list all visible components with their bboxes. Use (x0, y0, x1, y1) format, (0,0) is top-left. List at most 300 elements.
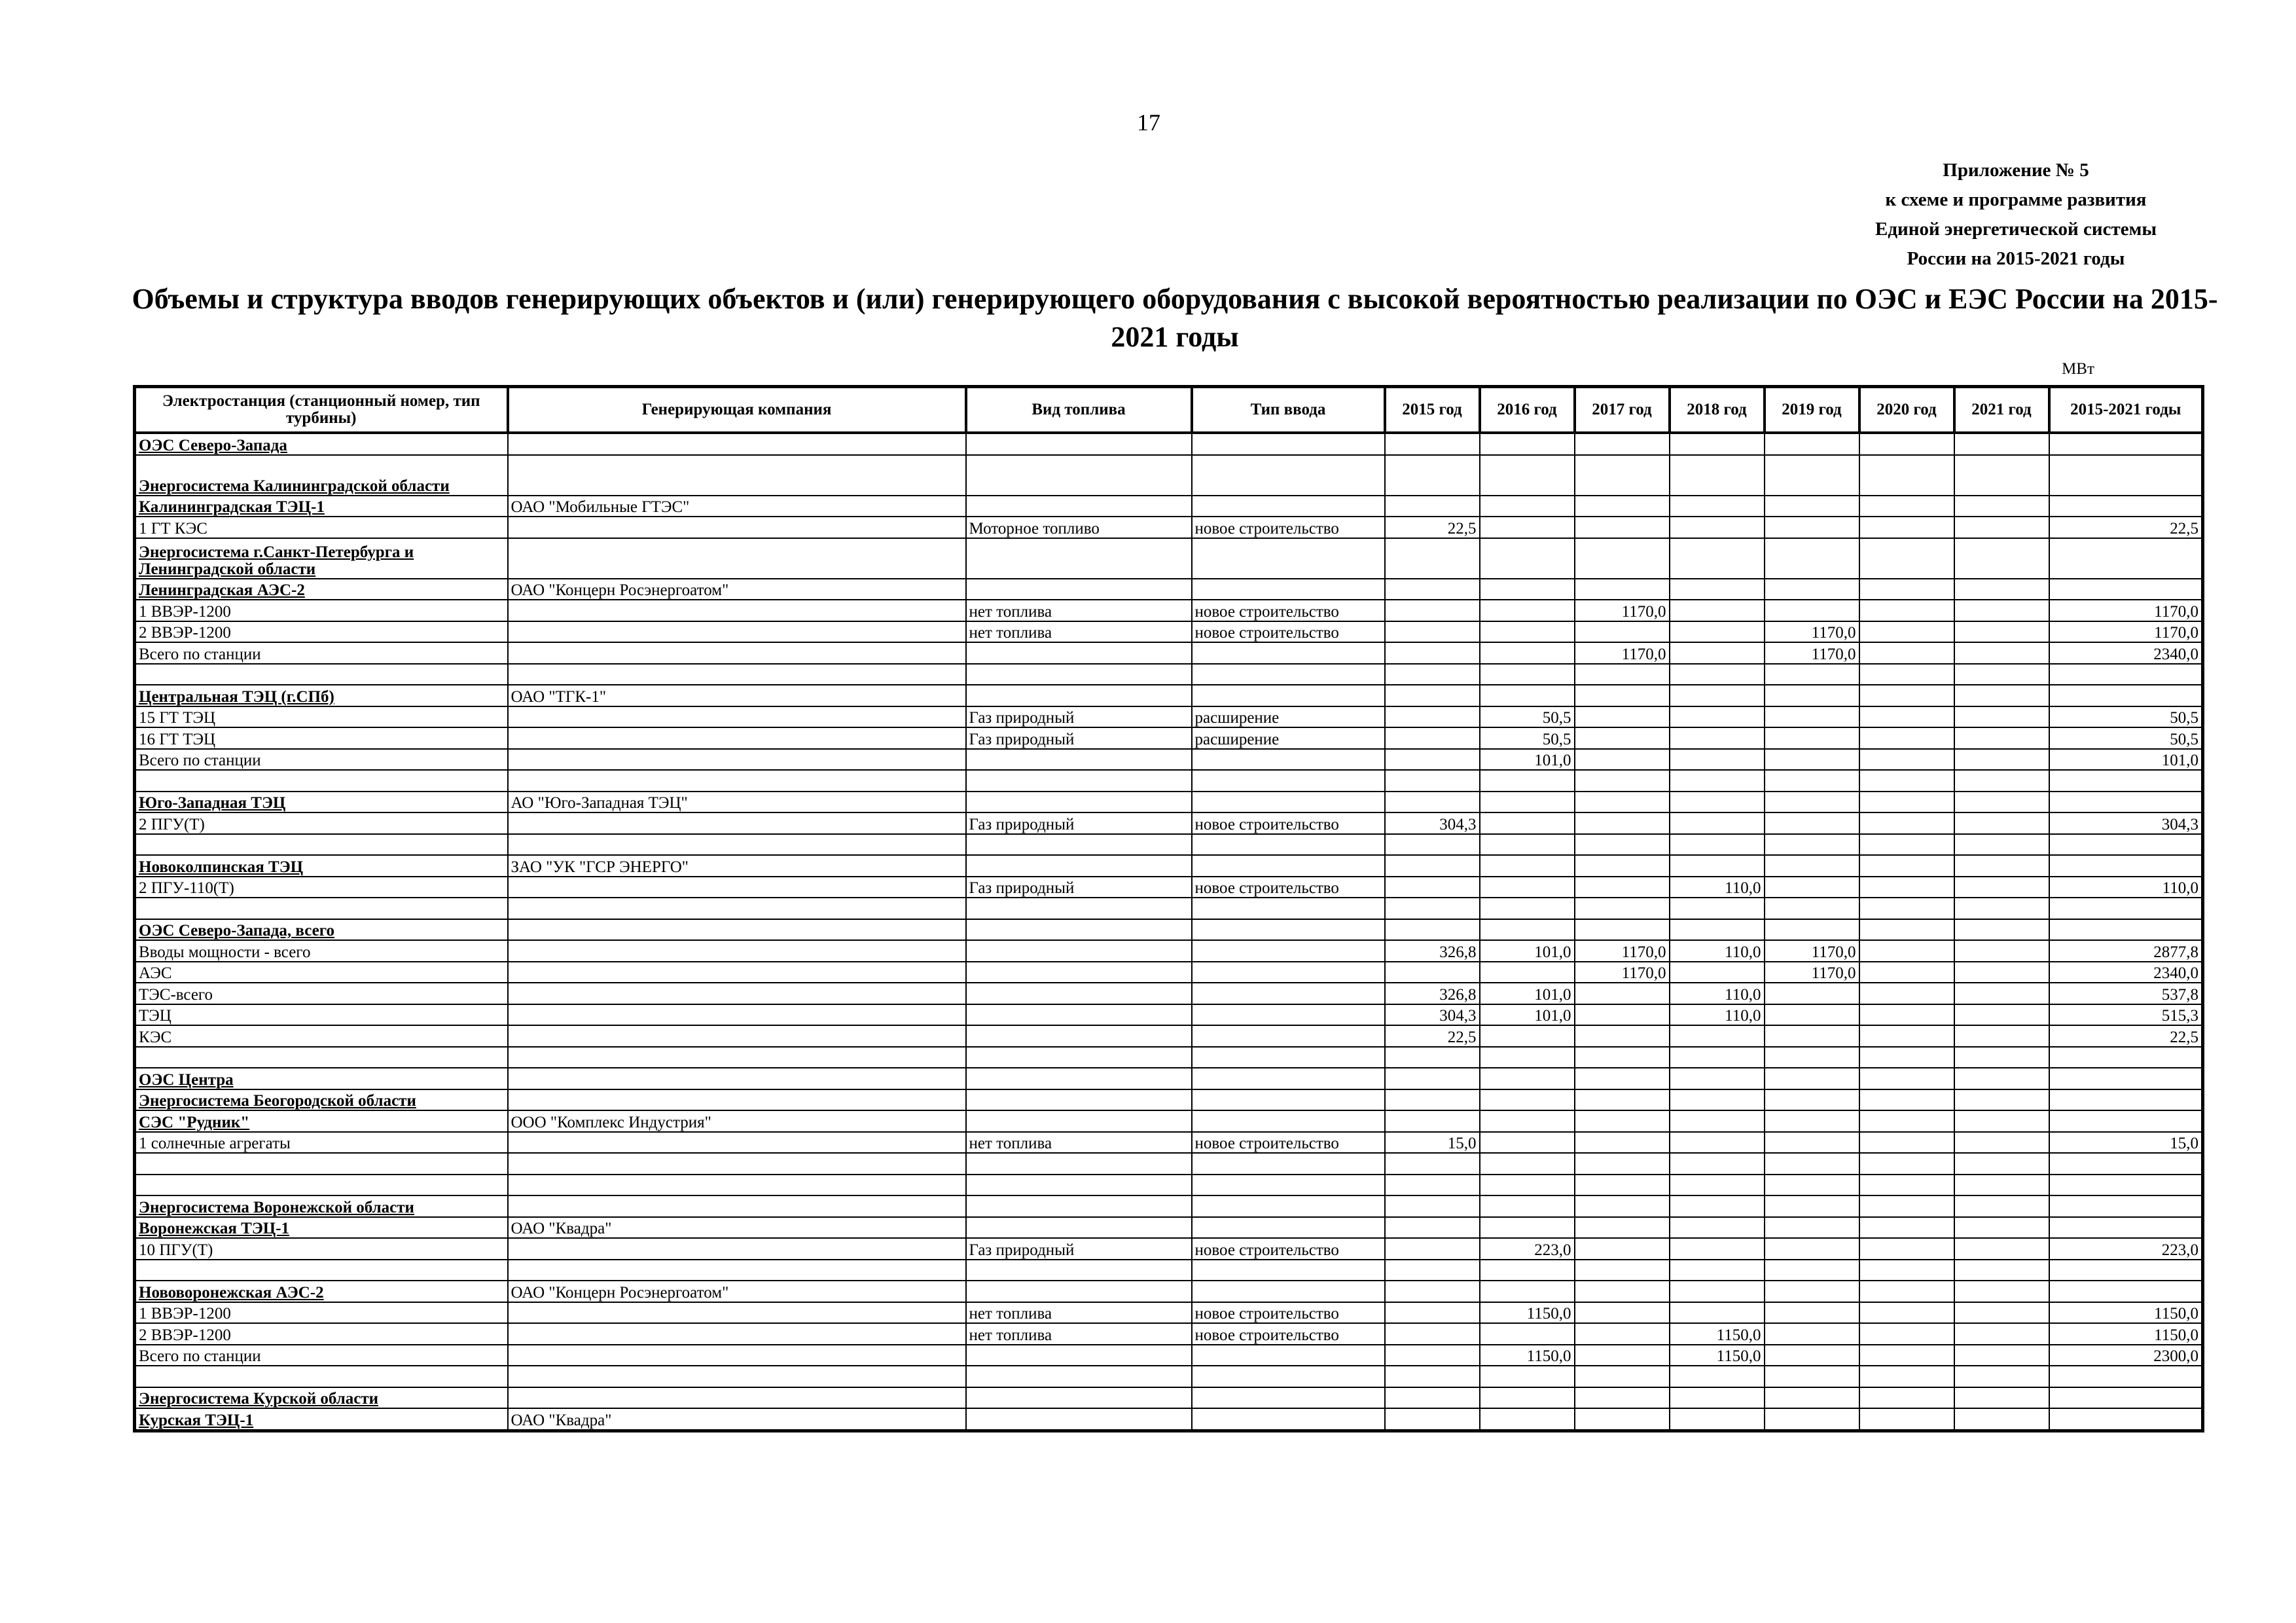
column-header-2020: 2020 год (1859, 387, 1954, 433)
table-cell (508, 433, 966, 455)
table-cell (1575, 855, 1670, 877)
table-cell (1859, 496, 1954, 517)
table-cell: Энергосистема Курской области (135, 1387, 508, 1409)
table-cell: 304,3 (2049, 812, 2203, 834)
table-cell (1859, 1153, 1954, 1175)
table-cell (508, 1323, 966, 1345)
table-cell (1385, 834, 1480, 856)
table-cell (1765, 1238, 1859, 1260)
table-cell (1480, 1260, 1575, 1281)
table-cell: нет топлива (966, 621, 1192, 643)
table-cell (1480, 433, 1575, 455)
table-cell: 50,5 (2049, 706, 2203, 728)
table-row (135, 1047, 2203, 1068)
table-cell: Юго-Западная ТЭЦ (135, 792, 508, 813)
table-cell (1670, 1387, 1765, 1409)
table-cell (1385, 1260, 1480, 1281)
table-cell (1480, 517, 1575, 538)
table-cell (1192, 664, 1385, 685)
table-cell: ОАО "Концерн Росэнергоатом" (508, 579, 966, 600)
table-cell (1385, 433, 1480, 455)
table-cell (1480, 1408, 1575, 1431)
table-row (135, 1366, 2203, 1387)
table-cell (1954, 1366, 2049, 1387)
table-cell (1575, 1217, 1670, 1239)
table-cell (508, 770, 966, 792)
table-cell (1670, 1047, 1765, 1068)
table-cell (1192, 538, 1385, 579)
table-cell (1670, 579, 1765, 600)
table-cell (1385, 877, 1480, 898)
table-cell (1480, 919, 1575, 941)
table-cell (2049, 1153, 2203, 1175)
table-cell (1859, 1238, 1954, 1260)
table-cell (1385, 1195, 1480, 1217)
table-row (135, 517, 2203, 538)
table-cell (1480, 1110, 1575, 1132)
table-cell: Газ природный (966, 706, 1192, 728)
table-cell (1192, 919, 1385, 941)
table-cell (508, 1238, 966, 1260)
table-cell (1859, 1175, 1954, 1196)
table-cell: новое строительство (1192, 621, 1385, 643)
table-cell (508, 1132, 966, 1154)
table-cell (1480, 1068, 1575, 1089)
table-cell (1192, 1345, 1385, 1366)
table-cell (966, 455, 1192, 496)
table-cell (1575, 1110, 1670, 1132)
table-cell (1765, 1132, 1859, 1154)
page-number: 17 (1137, 109, 1160, 136)
document-title: Объемы и структура вводов генерирующих объектов и (или) генерирующего оборудования с высокой вероятностью реализации по ОЭС и ЕЭС России на 2015-2021 годы (132, 283, 2218, 353)
table-cell (1670, 1366, 1765, 1387)
table-cell (508, 898, 966, 919)
table-row (135, 685, 2203, 706)
table-row (135, 1323, 2203, 1345)
table-cell (1954, 664, 2049, 685)
table-cell (1954, 749, 2049, 771)
table-cell (1859, 1366, 1954, 1387)
table-cell (1575, 812, 1670, 834)
table-row (135, 600, 2203, 621)
table-cell (1670, 1408, 1765, 1431)
table-cell (135, 770, 508, 792)
table-cell (1954, 812, 2049, 834)
table-cell: 101,0 (1480, 749, 1575, 771)
table-cell: 2 ВВЭР-1200 (135, 621, 508, 643)
table-cell (1859, 1089, 1954, 1111)
table-cell: Энергосистема Беогородской области (135, 1089, 508, 1111)
table-cell (2049, 496, 2203, 517)
table-cell (966, 1345, 1192, 1366)
table-cell (1385, 579, 1480, 600)
table-cell (1385, 1217, 1480, 1239)
table-cell (1385, 1323, 1480, 1345)
table-cell (1670, 496, 1765, 517)
table-cell (966, 1047, 1192, 1068)
table-cell: Всего по станции (135, 1345, 508, 1366)
table-cell (1954, 834, 2049, 856)
appendix-line: Приложение № 5 (1943, 160, 2089, 181)
table-row (135, 983, 2203, 1004)
table-cell (1954, 579, 2049, 600)
table-cell (966, 579, 1192, 600)
table-cell (1859, 538, 1954, 579)
table-cell (1765, 579, 1859, 600)
table-cell (1480, 877, 1575, 898)
table-cell (2049, 538, 2203, 579)
table-cell (1954, 1132, 2049, 1154)
table-cell (508, 1366, 966, 1387)
table-cell (508, 706, 966, 728)
table-row (135, 1260, 2203, 1281)
table-row (135, 940, 2203, 962)
table-cell: новое строительство (1192, 812, 1385, 834)
table-cell (1670, 727, 1765, 749)
table-cell (135, 898, 508, 919)
table-cell (1670, 642, 1765, 664)
table-cell: 2300,0 (2049, 1345, 2203, 1366)
table-cell (1670, 1089, 1765, 1111)
table-cell (1765, 1281, 1859, 1302)
table-cell (1480, 455, 1575, 496)
table-cell (1670, 664, 1765, 685)
table-cell (1859, 792, 1954, 813)
table-cell (1575, 1323, 1670, 1345)
table-cell (966, 855, 1192, 877)
table-cell: Газ природный (966, 1238, 1192, 1260)
table-cell (1480, 685, 1575, 706)
table-row (135, 579, 2203, 600)
table-cell: Газ природный (966, 727, 1192, 749)
table-cell (1765, 727, 1859, 749)
table-cell: 1170,0 (1575, 962, 1670, 983)
table-cell: Калининградская ТЭЦ-1 (135, 496, 508, 517)
table-cell (1765, 1004, 1859, 1026)
table-cell (1192, 792, 1385, 813)
table-cell (1385, 621, 1480, 643)
table-row (135, 455, 2203, 496)
table-cell (1765, 517, 1859, 538)
table-cell (966, 1068, 1192, 1089)
table-cell (508, 727, 966, 749)
table-cell (966, 1408, 1192, 1431)
table-cell (1859, 1345, 1954, 1366)
table-cell (1480, 1153, 1575, 1175)
table-cell (2049, 1387, 2203, 1409)
table-cell (1859, 642, 1954, 664)
table-cell (1954, 1217, 2049, 1239)
table-cell (1954, 1387, 2049, 1409)
table-cell (1385, 1068, 1480, 1089)
table-cell (1954, 1195, 2049, 1217)
table-row (135, 727, 2203, 749)
table-cell (1765, 455, 1859, 496)
table-cell (1670, 433, 1765, 455)
table-cell (1765, 1089, 1859, 1111)
table-cell (1480, 1047, 1575, 1068)
table-cell: 1150,0 (1670, 1323, 1765, 1345)
table-cell: Энергосистема г.Санкт-Петербурга и Ленинградской области (135, 538, 508, 579)
table-cell: 110,0 (1670, 940, 1765, 962)
table-cell (1192, 898, 1385, 919)
table-cell (1575, 1302, 1670, 1324)
table-cell (1575, 749, 1670, 771)
table-cell: новое строительство (1192, 1132, 1385, 1154)
table-cell (1192, 855, 1385, 877)
table-cell: ОЭС Северо-Запада, всего (135, 919, 508, 941)
table-cell: Энергосистема Воронежской области (135, 1195, 508, 1217)
table-cell (1765, 1217, 1859, 1239)
table-cell: Курская ТЭЦ-1 (135, 1408, 508, 1431)
table-cell: ОАО "Концерн Росэнергоатом" (508, 1281, 966, 1302)
table-cell: 304,3 (1385, 812, 1480, 834)
table-cell (1859, 919, 1954, 941)
table-row (135, 1175, 2203, 1196)
table-cell (1954, 1238, 2049, 1260)
table-cell (1954, 962, 2049, 983)
table-cell: 22,5 (1385, 1025, 1480, 1047)
table-cell (1859, 834, 1954, 856)
table-row (135, 496, 2203, 517)
table-cell: 15,0 (1385, 1132, 1480, 1154)
table-cell (135, 1153, 508, 1175)
table-cell (1575, 1025, 1670, 1047)
table-cell: нет топлива (966, 600, 1192, 621)
table-cell (1765, 706, 1859, 728)
table-cell (508, 962, 966, 983)
table-cell (1385, 855, 1480, 877)
table-row (135, 749, 2203, 771)
table-row (135, 1004, 2203, 1026)
table-cell (966, 1153, 1192, 1175)
table-cell (1575, 621, 1670, 643)
table-cell (2049, 1260, 2203, 1281)
table-cell (1765, 919, 1859, 941)
table-cell: 22,5 (2049, 517, 2203, 538)
table-cell (1954, 706, 2049, 728)
table-cell: 110,0 (1670, 983, 1765, 1004)
column-header-company: Генерирующая компания (508, 387, 966, 433)
table-cell (1480, 1281, 1575, 1302)
table-body (135, 433, 2203, 1431)
table-cell (1480, 812, 1575, 834)
table-cell (1192, 940, 1385, 962)
table-row (135, 1089, 2203, 1111)
table-cell: Энергосистема Калининградской области (135, 455, 508, 496)
table-cell (2049, 855, 2203, 877)
table-cell (1575, 538, 1670, 579)
table-cell (1859, 855, 1954, 877)
table-cell (1670, 685, 1765, 706)
table-cell (1480, 1025, 1575, 1047)
table-row (135, 1153, 2203, 1175)
table-cell (1385, 1408, 1480, 1431)
table-cell: 1170,0 (1575, 600, 1670, 621)
table-cell (1670, 1132, 1765, 1154)
table-cell (1480, 834, 1575, 856)
table-cell (966, 792, 1192, 813)
table-cell (508, 877, 966, 898)
table-cell (966, 1387, 1192, 1409)
table-cell (1575, 685, 1670, 706)
table-cell (1575, 433, 1670, 455)
table-cell: 2340,0 (2049, 642, 2203, 664)
table-cell (1859, 1260, 1954, 1281)
table-cell: 1150,0 (2049, 1302, 2203, 1324)
table-cell (1192, 1408, 1385, 1431)
table-cell: 1150,0 (2049, 1323, 2203, 1345)
table-cell: Всего по станции (135, 642, 508, 664)
table-cell: нет топлива (966, 1302, 1192, 1324)
table-cell (135, 834, 508, 856)
table-cell (966, 496, 1192, 517)
table-cell: 110,0 (1670, 1004, 1765, 1026)
table-cell: ЗАО "УК "ГСР ЭНЕРГО" (508, 855, 966, 877)
table-cell (1954, 855, 2049, 877)
table-cell: 2340,0 (2049, 962, 2203, 983)
table-cell (1954, 1153, 2049, 1175)
table-cell (2049, 919, 2203, 941)
table-cell: ОЭС Северо-Запада (135, 433, 508, 455)
table-cell (1575, 1004, 1670, 1026)
table-cell (1765, 1302, 1859, 1324)
table-cell (966, 1004, 1192, 1026)
table-cell: 15,0 (2049, 1132, 2203, 1154)
table-cell: Нововоронежская АЭС-2 (135, 1281, 508, 1302)
table-row (135, 962, 2203, 983)
table-cell (1859, 812, 1954, 834)
table-row (135, 855, 2203, 877)
appendix-line: к схеме и программе развития (1885, 189, 2147, 210)
table-cell (1192, 1153, 1385, 1175)
table-row (135, 1110, 2203, 1132)
table-cell: 515,3 (2049, 1004, 2203, 1026)
table-cell (1575, 1345, 1670, 1366)
table-cell (508, 834, 966, 856)
table-cell (1192, 1175, 1385, 1196)
table-cell: ОАО "Квадра" (508, 1408, 966, 1431)
table-cell (508, 1195, 966, 1217)
table-cell (1765, 1068, 1859, 1089)
table-cell: 223,0 (1480, 1238, 1575, 1260)
table-cell (2049, 579, 2203, 600)
table-cell (508, 621, 966, 643)
table-cell (1670, 919, 1765, 941)
table-cell (1859, 1068, 1954, 1089)
table-cell (508, 1345, 966, 1366)
table-cell (1575, 517, 1670, 538)
table-cell (1670, 898, 1765, 919)
table-cell (1385, 1238, 1480, 1260)
table-cell: нет топлива (966, 1132, 1192, 1154)
table-cell (508, 1068, 966, 1089)
table-cell (1575, 1408, 1670, 1431)
column-header-2021: 2021 год (1954, 387, 2049, 433)
table-row (135, 1132, 2203, 1154)
table-cell: 22,5 (2049, 1025, 2203, 1047)
table-cell (1859, 664, 1954, 685)
table-cell (1575, 1260, 1670, 1281)
table-cell (1765, 1387, 1859, 1409)
table-cell (1954, 919, 2049, 941)
table-cell (1575, 1366, 1670, 1387)
table-cell: 1 солнечные агрегаты (135, 1132, 508, 1154)
table-cell: 304,3 (1385, 1004, 1480, 1026)
table-cell (1765, 834, 1859, 856)
table-cell (1192, 1366, 1385, 1387)
table-cell: 10 ПГУ(Т) (135, 1238, 508, 1260)
table-row (135, 1025, 2203, 1047)
table-cell (135, 1047, 508, 1068)
table-cell: 50,5 (1480, 706, 1575, 728)
table-cell (966, 834, 1192, 856)
table-cell (1385, 749, 1480, 771)
table-cell (1480, 898, 1575, 919)
table-cell (1765, 433, 1859, 455)
table-row (135, 538, 2203, 579)
table-cell (1765, 685, 1859, 706)
table-cell (1385, 706, 1480, 728)
table-cell (2049, 770, 2203, 792)
table-cell (2049, 898, 2203, 919)
table-cell (1480, 600, 1575, 621)
table-cell (508, 1153, 966, 1175)
table-cell (1670, 962, 1765, 983)
table-cell (1954, 433, 2049, 455)
table-cell (1670, 834, 1765, 856)
table-cell: 1170,0 (1575, 642, 1670, 664)
table-cell: 1 ВВЭР-1200 (135, 600, 508, 621)
table-cell (1385, 642, 1480, 664)
table-cell (508, 1025, 966, 1047)
table-cell (1859, 1025, 1954, 1047)
table-cell (1765, 1195, 1859, 1217)
table-cell (1670, 455, 1765, 496)
table-cell (1954, 940, 2049, 962)
table-cell (1385, 685, 1480, 706)
table-cell (1954, 538, 2049, 579)
table-cell (1192, 685, 1385, 706)
table-cell (1954, 621, 2049, 643)
table-cell (1575, 455, 1670, 496)
table-cell (1192, 1110, 1385, 1132)
table-cell (508, 642, 966, 664)
table-cell (1954, 517, 2049, 538)
table-cell (1670, 749, 1765, 771)
table-cell (1954, 1345, 2049, 1366)
table-cell: ТЭЦ (135, 1004, 508, 1026)
table-cell (1480, 770, 1575, 792)
table-cell (1954, 1408, 2049, 1431)
table-cell (1192, 749, 1385, 771)
table-cell: 16 ГТ ТЭЦ (135, 727, 508, 749)
table-cell: 326,8 (1385, 940, 1480, 962)
table-cell (966, 1110, 1192, 1132)
table-cell (966, 962, 1192, 983)
table-cell: 101,0 (1480, 983, 1575, 1004)
table-cell: Моторное топливо (966, 517, 1192, 538)
table-cell (1385, 496, 1480, 517)
table-row (135, 812, 2203, 834)
table-row (135, 834, 2203, 856)
table-cell (1670, 1260, 1765, 1281)
table-cell (1192, 579, 1385, 600)
table-cell (1670, 1302, 1765, 1324)
table-cell (2049, 1110, 2203, 1132)
table-cell (1954, 1302, 2049, 1324)
table-cell: ТЭС-всего (135, 983, 508, 1004)
